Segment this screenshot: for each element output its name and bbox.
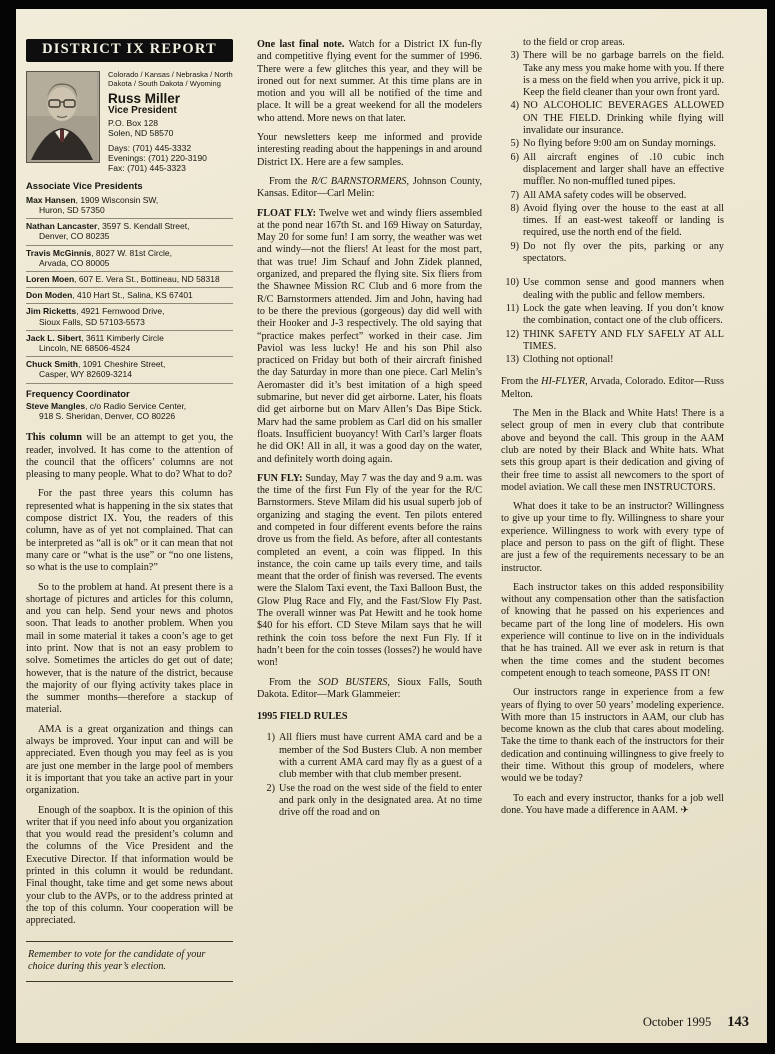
- page-number: 143: [727, 1014, 749, 1030]
- avp-entry: Jim Ricketts, 4921 Fernwood Drive, Sioux Falls, SD 57103-5573: [26, 304, 233, 330]
- magazine-page: [16, 9, 767, 1043]
- vote-reminder-note: Remember to vote for the candidate of your choice during this year’s election.: [26, 941, 233, 982]
- paragraph: AMA is a great organization and things can always be improved. Your input can and will be appreciated. Even though you may feel as is you are just one member in the large pool of members it is important that you take an active part in your organization.: [26, 723, 233, 797]
- frequency-coordinator: Frequency Coordinator Steve Mangles, c/o Radio Service Center, 918 S. Sheridan, Denver, CO 80226: [26, 389, 233, 422]
- paragraph: Our instructors range in experience from a few years of flying to over 50 years’ modeling experience. With more than 15 instructors in AAM, our club has become known as the club that cares about modeling. Take the time to thank each of the instructors for their dedication and continuing willingness to give freely to their time. Without this group of modelers, where would we be today?: [501, 687, 724, 785]
- page-footer: [643, 1014, 749, 1031]
- field-rule-item: 9) Do not fly over the pits, parking or any spectators.: [510, 240, 724, 265]
- officer-info: [108, 71, 233, 173]
- officer-profile: [26, 71, 233, 173]
- article-end-plane-icon: ✈: [677, 804, 690, 816]
- portrait-illustration: [27, 72, 97, 160]
- newsletter-source-line: From the HI-FLYER, Arvada, Colorado. Editor—Russ Melton.: [501, 376, 724, 400]
- rule-continuation: to the field or crop areas.: [523, 37, 625, 48]
- field-rule-item: 3) There will be no garbage barrels on the field. Take any mess you make home with you. If there is a mess on the field when you arrive, pick it up. Keep the field cleaner than your own front yard.: [510, 50, 724, 99]
- paragraph: So to the problem at hand. At present there is a shortage of pictures and articles for this column, and you can help. Send your news and photos soon. That leads to another problem. When you mail in some material it takes a coon’s age to get into print. Now that is not an easy problem to solve. Sometimes the articles do get out of date; however, that is the nature of the district, because the majority of our flying activity takes place in the summer months—therefore a stackup of material.: [26, 581, 233, 716]
- field-rule-item: 5) No flying before 9:00 am on Sunday mornings.: [510, 138, 716, 150]
- avp-entry: Travis McGinnis, 8027 W. 81st Circle, Arvada, CO 80005: [26, 246, 233, 272]
- avp-entry: Chuck Smith, 1091 Cheshire Street, Casper, WY 82609-3214: [26, 357, 233, 383]
- paragraph: Enough of the soapbox. It is the opinion of this writer that if you need info about you organization that you would read the president’s column and the columns of the Vice President and the Executive Director. If that information would be printed in this column it would be redundant. Final thought, take time and get some news about your club to the AVPs, or to the address printed at the top of this column. Your cooperation will be appreciated.: [26, 804, 233, 927]
- phone-days: Days: (701) 445-3332: [108, 142, 192, 153]
- field-rule-item: 11) Lock the gate when leaving. If you don’t know the combination, contact one of the club officers.: [505, 302, 724, 327]
- fax-number: Fax: (701) 445-3323: [108, 162, 186, 173]
- paragraph: FUN FLY: Sunday, May 7 was the day and 9 a.m. was the time of the first Fun Fly of the year for the R/C Barnstormers. Steve Milam did his usual superb job of organizing and staging the event. Ten pilots entered and competed in four different events before the rains drove us from the field. As before, after all contestants completed an event, a coin was flipped. In this instance, the coin came up tails every time, and tails meant that the order of finish was reversed. The events were the Slalom Taxi event, the Taxi Balloon Bust, the Glow Plug Race and Fly, and the Fast/Slow Fly Past. The overall winner was Pat Hewitt and he took home $40 for his effort. CD Steve Milam says that he will rethink the coin toss before the next Fun Fly. If it hadn’t been for the coin tosses (losses?) he would have won!: [257, 472, 483, 669]
- officer-name: Russ Miller: [108, 90, 181, 106]
- avp-heading: Associate Vice Presidents: [26, 179, 143, 191]
- avp-entry: Nathan Lancaster, 3597 S. Kendall Street, Denver, CO 80235: [26, 219, 233, 245]
- field-rule-item: 6) All aircraft engines of .10 cubic inch displacement and larger shall have an effective muffler. No non-muffled tuned pipes.: [510, 151, 724, 188]
- officer-phones: [108, 143, 233, 173]
- field-rule-item: 1) All fliers must have current AMA card and be a member of the Sod Busters Club. A non member with a current AMA card may fly as a guest of a club member with that club member present.: [266, 732, 482, 781]
- officer-role: Vice President: [108, 104, 177, 116]
- paragraph: What does it take to be an instructor? Willingness to give up your time to fly. Willingness to share your experience. Willingness to work with every type of place and person to pass on the gift of flight. These are just a few of the requirements necessary to be an instructor.: [501, 501, 724, 574]
- paragraph: To each and every instructor, thanks for a job well done. You have made a difference in AAM. ✈: [501, 792, 724, 816]
- officer-photo: [26, 71, 100, 163]
- avp-entry: Jack L. Sibert, 3611 Kimberly Circle Lincoln, NE 68506-4524: [26, 331, 233, 357]
- field-rule-item: 12) THINK SAFETY AND FLY SAFELY AT ALL TIMES.: [505, 328, 724, 352]
- associate-vp-list: [26, 181, 233, 422]
- paragraph: The Men in the Black and White Hats! There is a select group of men in every club that contribute above and beyond the call. This group in the AAM club are noted by their Black and White hats. What sets this group apart is their dedication and giving of their free time to assist all newcomers to the sport of model aviation. We call these men INSTRUCTORS.: [501, 408, 724, 493]
- newsletter-source-line: From the SOD BUSTERS, Sioux Falls, South Dakota. Editor—Mark Glammeier:: [257, 676, 482, 700]
- left-column: [26, 39, 233, 982]
- phone-evenings: Evenings: (701) 220-3190: [108, 152, 207, 163]
- field-rule-item: 8) Avoid flying over the house to the east at all times. If an east-west takeoff or landing is required, use the north end of the field.: [510, 202, 724, 239]
- paragraph: Each instructor takes on this added responsibility without any compensation other than the satisfaction of knowing that he passed on his experiences and became part of the long line of modelers. His own experience will continue to live on in the individuals that he has trained. All we ever ask in return is that when the time comes and the student becomes competent enough to teach someone, PASS IT ON!: [501, 581, 724, 679]
- field-rule-item: 7) All AMA safety codes will be observed.: [510, 189, 687, 201]
- freq-heading: Frequency Coordinator: [26, 387, 130, 399]
- right-column: [501, 37, 724, 824]
- field-rules-heading: 1995 FIELD RULES: [257, 711, 348, 723]
- field-rule-item: 4) NO ALCOHOLIC BEVERAGES ALLOWED ON THE FIELD. Drinking while flying will invalidate our insurance.: [510, 100, 724, 137]
- paragraph: For the past three years this column has represented what is happening in the six states that compose district IX. You, the readers of this column, have as of yet not complained. That can be interpreted as “all is ok” or it can mean that not many care or “what is the use” or “no one listens, so what is the use to complain?”: [26, 488, 233, 574]
- paragraph: FLOAT FLY: Twelve wet and windy fliers assembled at the pond near 167th St. and 169 Hiway on Saturday, May 20 for some fun! I am sorry, the weather was wet and windy—not the fliers! At least for the most part, that was true! Jim Schauf and John Zidek planned, organized, and prepared the flying site. Six fliers from the Shawnee Mission RC Club and 6 more from the R/C Barnstormers attended. Jim and John, having had to be there the previous (gorgeous) day did well with their Hooker and J-3 respectively. The old saying that “practice makes perfect” worked in their case. Jim Paviol was less lucky! He and his son Phil also practiced on Friday but both of their aircraft finished the day Saturday in more than one piece. Carl Melin’s Aeromaster did it’s best imitation of a high speed submarine, but never did get airborne. Later, his floats did get airborne but on Marv Allen’s Das Bipe Stick. Marv had the same problem as Carl did on his smaller floats. Insufficient buoyancy! With Carl’s larger floats he did OK! All in all, it was a good day on the water, and definitely worth doing again.: [257, 207, 482, 465]
- paragraph: This column will be an attempt to get you, the reader, involved. It has come to the attention of the council that the officers’ columns are not pleasing to many people. What to do? What to do?: [26, 432, 233, 481]
- field-rule-item: 2) Use the road on the west side of the field to enter and park only in the designated area. At no time drive off the road and on: [266, 782, 482, 819]
- avp-entry: Max Hansen, 1909 Wisconsin SW, Huron, SD 57350: [26, 193, 233, 219]
- avp-entry: Loren Moen, 607 E. Vera St., Bottineau, ND 58318: [26, 272, 233, 288]
- officer-address-line1: P.O. Box 128: [108, 117, 159, 128]
- left-column-article: [26, 432, 233, 981]
- section-title: DISTRICT IX REPORT: [26, 39, 233, 62]
- avp-entry: Don Moden, 410 Hart St., Salina, KS 67401: [26, 288, 233, 304]
- district-states: Colorado / Kansas / Nebraska / North Dakota / South Dakota / Wyoming: [108, 70, 233, 88]
- officer-address-line2: Solen, ND 58570: [108, 127, 174, 138]
- issue-date: October 1995: [642, 1015, 712, 1029]
- paragraph: Your newsletters keep me informed and provide interesting reading about the happenings in and around District IX. Here are a few samples.: [257, 132, 482, 168]
- paragraph: One last final note. Watch for a District IX fun-fly and competitive flying event for the summer of 1996. There were a few glitches this year, and they will be ironed out for next summer. At this time plans are in motion and you will all be notified of the time and place. It will be a great weekend for all the modelers who attend. More news on that later.: [257, 39, 482, 124]
- newsletter-source-line: From the R/C BARNSTORMERS, Johnson County, Kansas. Editor—Carl Melin:: [257, 175, 482, 200]
- middle-column: [257, 39, 482, 821]
- field-rule-item: 13) Clothing not optional!: [505, 354, 614, 366]
- field-rule-item: 10) Use common sense and good manners when dealing with the public and fellow members.: [505, 277, 724, 301]
